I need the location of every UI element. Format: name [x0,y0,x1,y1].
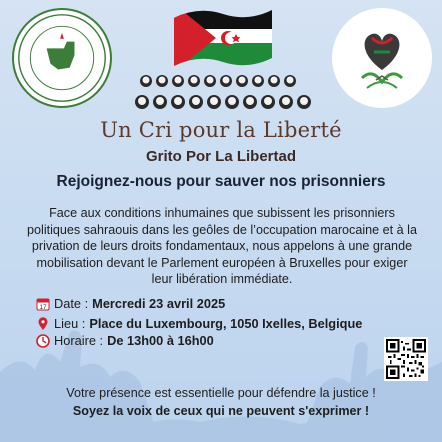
time-value: De 13h00 à 16h00 [107,333,214,348]
footer-line-2: Soyez la voix de ceux qui ne peuvent s'exprimer ! [72,404,370,418]
place-label: Lieu : [54,316,86,331]
place-line [36,316,362,331]
title-spanish: Grito Por La Libertad [145,148,296,165]
svg-text:17: 17 [39,303,47,311]
time-label: Horaire : [54,333,104,348]
crowd-silhouette [0,292,442,442]
date-value: Mercredi 23 avril 2025 [92,296,226,311]
pin-icon [36,317,50,331]
title-french: Un Cri pour la Liberté [100,118,342,142]
association-logo [12,8,112,108]
prisoner-portraits [128,72,316,120]
date-label: Date : [54,296,89,311]
subtitle: Rejoignez-nous pour sauver nos prisonniers [56,173,386,190]
support-network-logo [332,8,432,108]
qr-code[interactable] [384,337,428,381]
time-line [36,333,214,348]
sahrawi-flag [168,4,278,72]
clock-icon [36,334,50,348]
footer-line-1: Votre présence est essentielle pour défendre la justice ! [66,386,376,400]
calendar-icon [36,297,50,311]
place-value: Place du Luxembourg, 1050 Ixelles, Belgique [89,316,363,331]
date-line [36,296,225,311]
body-paragraph: Face aux conditions inhumaines que subissent les prisonniers politiques sahraouis dans les geôles de l’occupation marocaine et à la privation de leurs droits fondamentaux, nous appelons à une grande mobilisation devant le Parlement européen à Bruxelles pour exiger leur libération immédiate. [27,206,417,286]
